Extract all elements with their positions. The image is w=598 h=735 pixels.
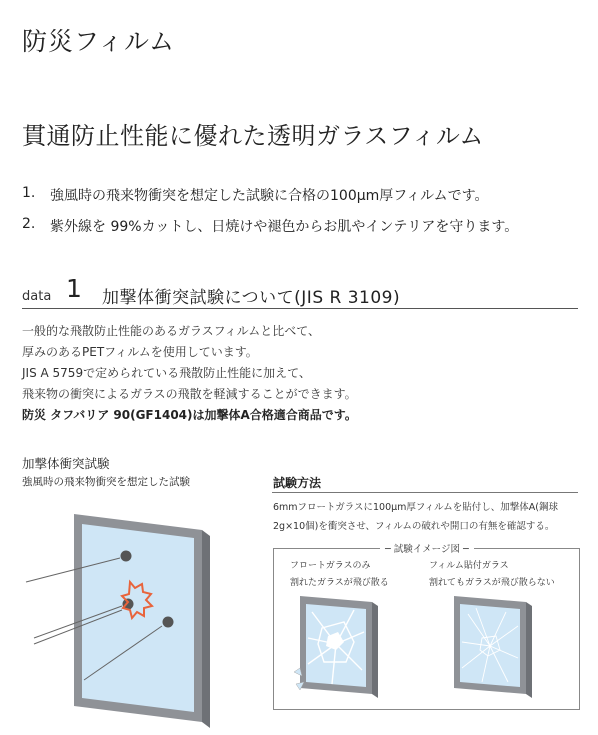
caption-line: フロートガラスのみ [290, 561, 371, 571]
feature-text: 紫外線を 99%カットし、日焼けや褪色からお肌やインテリアを守ります。 [50, 219, 519, 235]
impact-test-illustration [22, 500, 262, 732]
feature-number: 2. [22, 216, 36, 232]
body-line: 一般的な飛散防止性能のあるガラスフィルムと比べて、 [22, 324, 320, 338]
window-frame-side [526, 602, 532, 698]
broken-glass-illustration [292, 592, 384, 698]
caption-dash-icon: ─ [385, 544, 394, 555]
section-title: 加撃体衝突試験について(JIS R 3109) [102, 288, 401, 308]
impact-test-title: 加撃体衝突試験 [22, 456, 110, 471]
body-line: 厚みのあるPETフィルムを使用しています。 [22, 345, 258, 359]
feature-number: 1. [22, 185, 36, 201]
section-data-number: 1 [66, 274, 82, 303]
caption-line: フィルム貼付ガラス [429, 561, 509, 571]
section-header [22, 274, 578, 309]
feature-item [22, 216, 518, 236]
body-bold-line: 防災 タフバリア 90(GF1404)は加撃体A合格適合商品です。 [22, 408, 357, 422]
section-data-label: data [22, 289, 52, 304]
feature-text: 強風時の飛来物衝突を想定した試験に合格の100μm厚フィルムです。 [50, 188, 489, 204]
body-line: 飛来物の衝突によるガラスの飛散を軽減することができます。 [22, 387, 357, 401]
impact-point [121, 551, 132, 562]
feature-item [22, 185, 488, 205]
illustration-caption-text: 試験イメージ図 [393, 544, 460, 555]
film-glass-caption [429, 558, 555, 592]
body-paragraph [22, 321, 357, 426]
caption-dash-icon: ─ [459, 544, 469, 555]
page-title: 防災フィルム [22, 27, 176, 56]
caption-line: 割れたガラスが飛び散る [290, 578, 389, 588]
impact-point [163, 617, 174, 628]
body-line: JIS A 5759で定められている飛散防止性能に加えて、 [22, 366, 311, 380]
illustration-caption [380, 541, 474, 555]
headline: 貫通防止性能に優れた透明ガラスフィルム [22, 122, 484, 150]
float-glass-caption [290, 558, 389, 592]
caption-line: 割れてもガラスが飛び散らない [429, 578, 555, 588]
method-line: 2g×10個)を衝突させ、フィルムの破れや開口の有無を確認する。 [273, 521, 555, 532]
test-method-description [273, 498, 583, 536]
test-method-title: 試験方法 [273, 476, 322, 490]
film-glass-illustration [446, 592, 538, 698]
divider [272, 492, 578, 493]
window-frame-side [202, 530, 210, 728]
window-frame-side [372, 602, 378, 698]
glass-pane [82, 524, 194, 712]
method-line: 6mmフロートガラスに100μm厚フィルムを貼付し、加撃体A(鋼球 [273, 502, 558, 513]
impact-test-subtitle: 強風時の飛来物衝突を想定した試験 [22, 476, 190, 488]
